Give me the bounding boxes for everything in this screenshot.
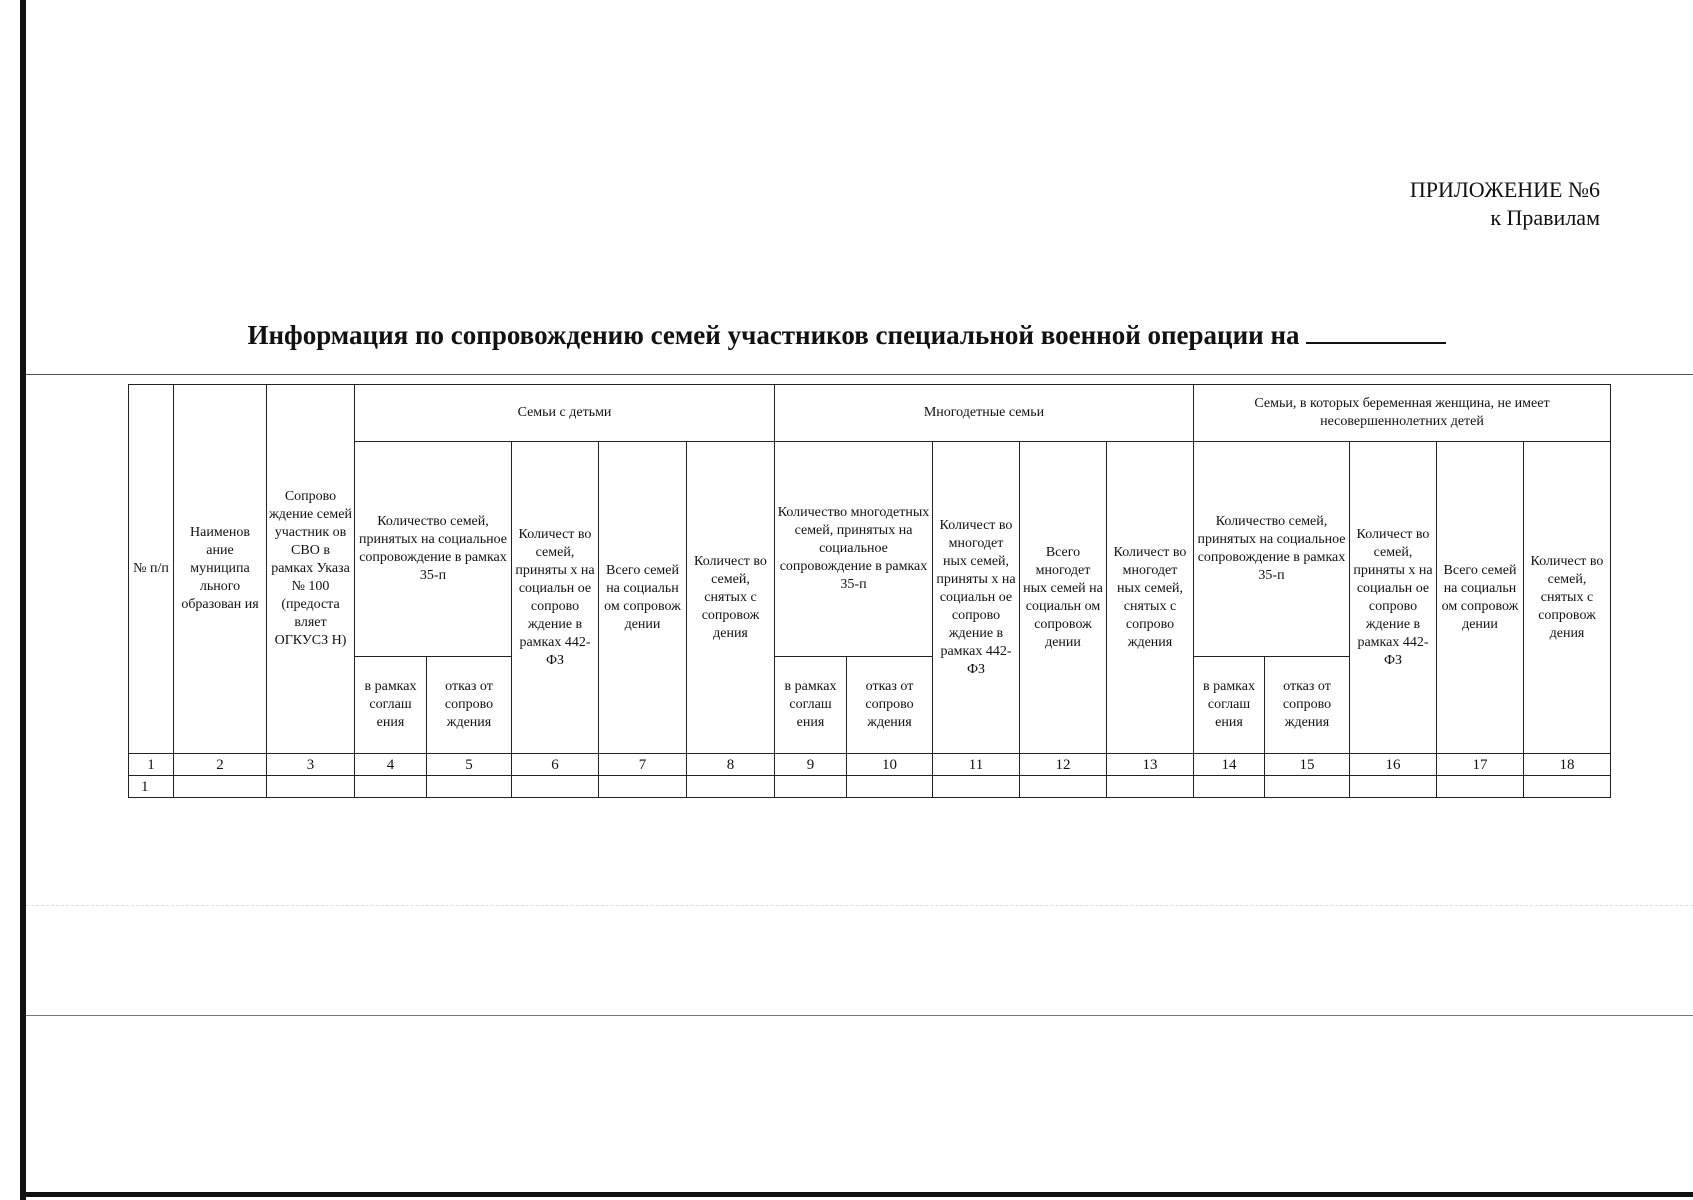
header-large-count-35: Количество многодетных семей, принятых на социальное сопровождение в рамках 35-п [775,442,933,657]
column-numbers-row [129,754,1611,776]
column-number: 16 [1350,754,1437,776]
table-cell-empty[interactable] [1350,776,1437,798]
header-pregnant-count-35: Количество семей, принятых на социальное сопровождение в рамках 35-п [1194,442,1350,657]
column-number: 4 [355,754,427,776]
report-table [128,384,1611,798]
annex-subtitle: к Правилам [1490,205,1600,230]
column-number: 6 [512,754,599,776]
header-row-groups [129,385,1611,442]
table-cell-empty[interactable] [1194,776,1265,798]
table-cell-empty[interactable] [1020,776,1107,798]
header-large-agreement: в рамках соглаш ения [775,657,847,754]
table-cell-empty[interactable] [1107,776,1194,798]
header-large-count-442: Количест во многодет ных семей, приняты х на социальн ое сопрово ждение в рамках 442-ФЗ [933,442,1020,754]
table-cell-empty[interactable] [512,776,599,798]
header-large-removed: Количест во многодет ных семей, снятых с сопрово ждения [1107,442,1194,754]
document-title-text: Информация по сопровождению семей участников специальной военной операции на [247,320,1300,350]
header-number: № п/п [129,385,174,754]
header-children-total: Всего семей на социальн ом сопровож дении [599,442,687,754]
table-cell-empty[interactable] [1265,776,1350,798]
header-pregnant-refusal: отказ от сопрово ждения [1265,657,1350,754]
table-cell-empty[interactable] [174,776,267,798]
table-cell-empty[interactable] [687,776,775,798]
column-number: 18 [1524,754,1611,776]
header-children-count-442: Количест во семей, приняты х на социальн ое сопрово ждение в рамках 442-ФЗ [512,442,599,754]
table-cell-empty[interactable] [355,776,427,798]
column-number: 5 [427,754,512,776]
header-group-large: Многодетные семьи [775,385,1194,442]
row-number: 1 [129,776,174,798]
header-svo-support: Сопрово ждение семей участник ов СВО в рамках Указа № 100 (предоста вляет ОГКУСЗ Н) [267,385,355,754]
column-number: 10 [847,754,933,776]
scan-line-top [26,374,1693,375]
date-blank-line [1306,320,1446,344]
column-number: 7 [599,754,687,776]
table-cell-empty[interactable] [427,776,512,798]
header-pregnant-count-442: Количест во семей, приняты х на социальн ое сопрово ждение в рамках 442-ФЗ [1350,442,1437,754]
header-children-removed: Количест во семей, снятых с сопровож дения [687,442,775,754]
header-large-total: Всего многодет ных семей на социальн ом сопровож дении [1020,442,1107,754]
annex-number: ПРИЛОЖЕНИЕ №6 [1409,177,1600,202]
column-number: 2 [174,754,267,776]
column-number: 13 [1107,754,1194,776]
column-number: 14 [1194,754,1265,776]
scan-line-bottom [26,1015,1693,1016]
table-cell-empty[interactable] [1524,776,1611,798]
header-pregnant-total: Всего семей на социальн ом сопровож дении [1437,442,1524,754]
table-cell-empty[interactable] [775,776,847,798]
header-municipality: Наименов ание муниципа льного образован ия [174,385,267,754]
column-number: 3 [267,754,355,776]
column-number: 17 [1437,754,1524,776]
header-children-refusal: отказ от сопрово ждения [427,657,512,754]
header-group-children: Семьи с детьми [355,385,775,442]
column-number: 11 [933,754,1020,776]
table-cell-empty[interactable] [267,776,355,798]
table-cell-empty[interactable] [847,776,933,798]
column-number: 8 [687,754,775,776]
column-number: 9 [775,754,847,776]
table-cell-empty[interactable] [933,776,1020,798]
column-number: 15 [1265,754,1350,776]
document-title [0,320,1693,351]
annex-header [1410,176,1600,232]
table-row [129,776,1611,798]
table-cell-empty[interactable] [599,776,687,798]
header-pregnant-agreement: в рамках соглаш ения [1194,657,1265,754]
scan-border-bottom [20,1192,1693,1197]
header-children-count-35: Количество семей, принятых на социальное сопровождение в рамках 35-п [355,442,512,657]
column-number: 1 [129,754,174,776]
header-large-refusal: отказ от сопрово ждения [847,657,933,754]
scan-line-faint [26,905,1693,906]
scan-border-left [20,0,26,1200]
header-pregnant-removed: Количест во семей, снятых с сопровож дения [1524,442,1611,754]
column-number: 12 [1020,754,1107,776]
table-cell-empty[interactable] [1437,776,1524,798]
header-group-pregnant: Семьи, в которых беременная женщина, не имеет несовершеннолетних детей [1194,385,1611,442]
header-children-agreement: в рамках соглаш ения [355,657,427,754]
